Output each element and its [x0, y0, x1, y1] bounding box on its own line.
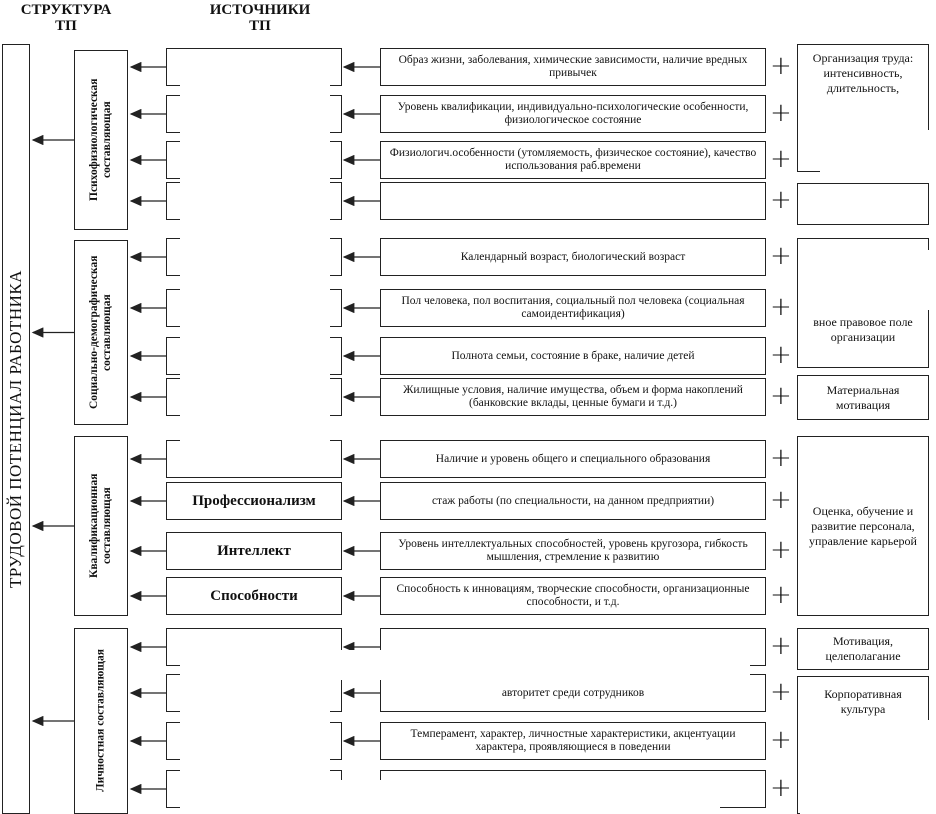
redaction-block — [820, 130, 929, 172]
source-box: Способности — [166, 577, 342, 615]
description-box: Полнота семьи, состояние в браке, наличие детей — [380, 337, 766, 375]
header-structure: СТРУКТУРА ТП — [20, 2, 112, 34]
description-box: Календарный возраст, биологический возраст — [380, 238, 766, 276]
source-box: Профессионализм — [166, 482, 342, 520]
description-box: Физиологич.особенности (утомляемость, физическое состояние), качество использования раб.времени — [380, 141, 766, 179]
org-factor-labor-organization: Организация труда: интенсивность, длительность, — [797, 44, 929, 172]
description-box: Пол человека, пол воспитания, социальный пол человека (социальная самоидентификация) — [380, 289, 766, 327]
redaction-block — [330, 780, 720, 814]
org-factor-material-motivation: Материальная мотивация — [797, 375, 929, 420]
plus-sign: + — [770, 773, 792, 803]
plus-sign: + — [770, 241, 792, 271]
description-box: Образ жизни, заболевания, химические зависимости, наличие вредных привычек — [380, 48, 766, 86]
redaction-block — [180, 640, 330, 814]
description-box: Способность к инновациям, творческие способности, организационные способности, и т.д. — [380, 577, 766, 615]
plus-sign: + — [770, 292, 792, 322]
plus-sign: + — [770, 725, 792, 755]
plus-sign: + — [770, 443, 792, 473]
plus-sign: + — [770, 677, 792, 707]
description-box: Жилищные условия, наличие имущества, объем и форма накоплений (банковские вклады, ценные бумаги и т.д.) — [380, 378, 766, 416]
plus-sign: + — [770, 98, 792, 128]
redaction-block — [180, 60, 330, 450]
description-box: Уровень квалификации, индивидуально-психологические особенности, физиологическое состояние — [380, 95, 766, 133]
group-label-sociodemographic: Социально-демографическая составляющая — [88, 255, 113, 410]
description-box: Наличие и уровень общего и специального образования — [380, 440, 766, 478]
description-box: авторитет среди сотрудников — [380, 674, 766, 712]
plus-sign: + — [770, 631, 792, 661]
source-box: Интеллект — [166, 532, 342, 570]
description-box: стаж работы (по специальности, на данном предприятии) — [380, 482, 766, 520]
org-factor-personnel-development: Оценка, обучение и развитие персонала, управление карьерой — [797, 436, 929, 616]
plus-sign: + — [770, 381, 792, 411]
plus-sign: + — [770, 144, 792, 174]
header-sources: ИСТОЧНИКИ ТП — [209, 2, 311, 34]
main-title: ТРУДОВОЙ ПОТЕНЦИАЛ РАБОТНИКА — [6, 270, 25, 588]
plus-sign: + — [770, 340, 792, 370]
plus-sign: + — [770, 485, 792, 515]
plus-sign: + — [770, 51, 792, 81]
plus-sign: + — [770, 535, 792, 565]
org-factor-blank — [797, 183, 929, 225]
redaction-block — [330, 650, 750, 680]
org-factor-motivation: Мотивация, целеполагание — [797, 628, 929, 670]
plus-sign: + — [770, 185, 792, 215]
description-box — [380, 182, 766, 220]
description-box: Уровень интеллектуальных способностей, уровень кругозора, гибкость мышления, стремление к развитию — [380, 532, 766, 570]
redaction-block — [820, 250, 929, 310]
redaction-block — [800, 720, 929, 814]
org-factor-legal-field: вное правовое поле организации — [797, 238, 929, 368]
group-label-personal: Личностная составляющая — [94, 649, 107, 793]
org-factor-corporate-culture: Корпоративная культура — [797, 676, 929, 814]
group-label-psychophysiological: Психофизиологическая составляющая — [88, 78, 113, 202]
group-label-qualification: Квалификационная составляющая — [88, 473, 113, 579]
description-box: Темперамент, характер, личностные характеристики, акцентуации характера, проявляющиеся в поведении — [380, 722, 766, 760]
plus-sign: + — [770, 580, 792, 610]
